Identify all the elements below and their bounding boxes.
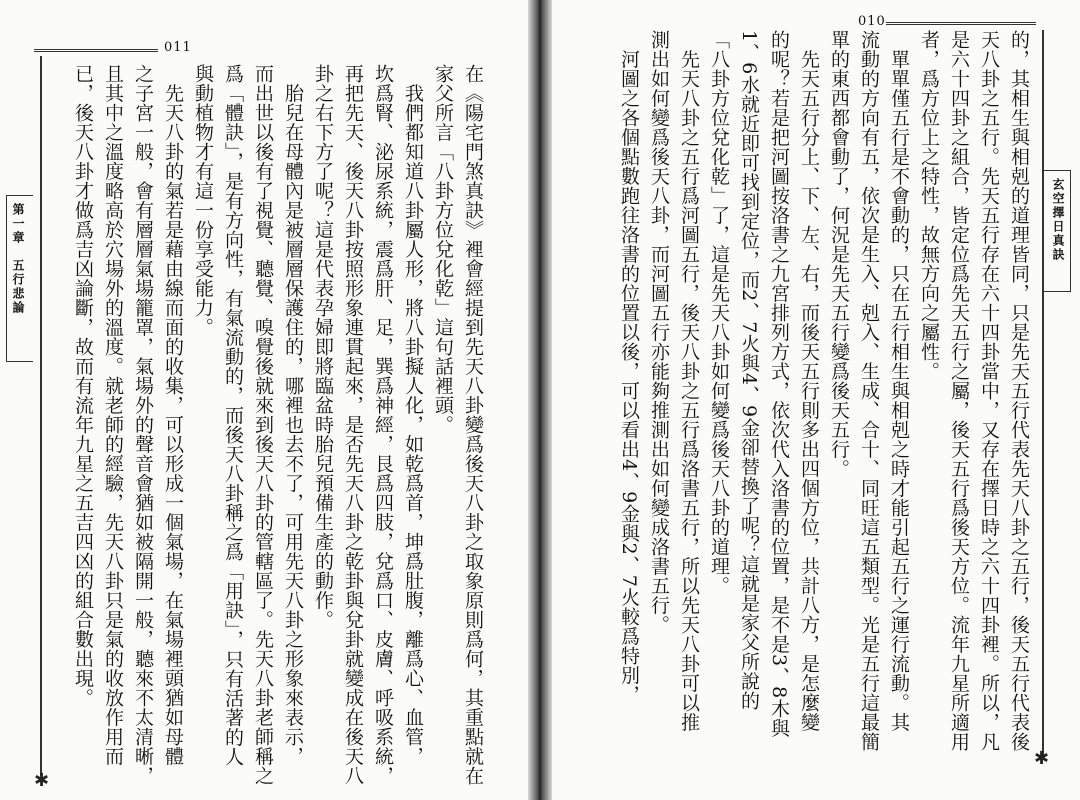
header-rule <box>886 22 1036 25</box>
text-column: 的呢？若是把河圖按洛書之九宮排列方式，依次代入洛書的位置，是不是3、8木與 <box>768 30 790 738</box>
text-column: 單單僅五行是不會動的，只在五行相生與相剋之時才能引起五行之運行流動。其 <box>888 30 910 732</box>
footer-star-icon: ✱ <box>1034 748 1050 769</box>
text-column: 單的東西都會動了，何況是先天五行變爲後天五行。 <box>828 30 850 479</box>
text-column: 河圖之各個點數跑往洛書的位置以後，可以看出4、9金與2、7火較爲特別， <box>618 30 640 705</box>
text-column: 家父所言「八卦方位兌化乾」這句話裡頭。 <box>432 64 454 435</box>
text-column: 胎兒在母體內是被層層保護住的，哪裡也去不了，可用先天八卦之形象來表示， <box>282 64 304 766</box>
text-column: 爲「體訣」，是有方向性，有氣流動的，而後天八卦稱之爲「用訣」，只有活著的人 <box>222 64 244 767</box>
book-gutter <box>528 0 552 800</box>
footer-star-icon: ✱ <box>34 770 50 791</box>
margin-rule <box>40 56 42 776</box>
chapter-tab: 第一章 五行悲論 <box>11 203 25 315</box>
header-rule <box>34 49 158 52</box>
text-column: 天八卦之五行。先天五行存在六十四卦當中，又存在擇日時之六十四卦裡。所以，凡 <box>978 30 1000 752</box>
text-column: 先天五行分上、下、左、右，而後天五行則多出四個方位，共計八方，是怎麼變 <box>798 30 820 732</box>
right-body-text <box>604 30 1034 770</box>
book-tab: 玄空擇日真訣 <box>1051 178 1065 262</box>
text-column: 與動植物才有這一份享受能力。 <box>192 64 214 337</box>
text-column: 測出如何變爲後天八卦，而河圖五行亦能夠推測出如何變成洛書五行。 <box>648 30 670 635</box>
text-column: 先天八卦的氣若是藉由線而面的收集，可以形成一個氣場，在氣場裡頭猶如母體 <box>162 64 184 766</box>
text-column: 「八卦方位兌化乾」了，這是先天八卦如何變爲後天八卦的道理。 <box>708 30 730 596</box>
text-column: 者，爲方位上之特性，故無方向之屬性。 <box>918 30 940 381</box>
text-column: 而出世以後有了視覺、聽覺、嗅覺後就來到後天八卦的管轄區了。先天八卦老師稱之 <box>252 64 274 786</box>
text-column: 之子宮一般，會有層層氣場籠罩，氣場外的聲音會猶如被隔開一般，聽來不太清晰， <box>132 64 154 786</box>
text-column: 1、6水就近即可找到定位，而2、7火與4、9金卻替換了呢？這就是家父所說的 <box>738 30 760 711</box>
right-page <box>552 0 1080 800</box>
text-column: 的，其相生與相剋的道理皆同，只是先天五行代表先天八卦之五行，後天五行代表後 <box>1008 30 1030 752</box>
left-body-text <box>48 64 488 786</box>
text-column: 我們都知道八卦屬人形，將八卦擬人化，如乾爲首，坤爲肚腹，離爲心、血管， <box>402 64 424 766</box>
text-column: 坎爲腎、泌尿系統，震爲肝、足，巽爲神經，艮爲四肢，兌爲口、皮膚、呼吸系統， <box>372 64 394 786</box>
left-page <box>0 0 528 800</box>
text-column: 卦之右下方了呢？這是代表孕婦即將臨盆時胎兒預備生產的動作。 <box>312 64 334 630</box>
text-column: 再把先天、後天八卦按照形象連貫起來，是否先天八卦之乾卦與兌卦就變成在後天八 <box>342 64 364 786</box>
page-number: 011 <box>164 40 192 55</box>
margin-rule <box>1042 30 1044 756</box>
text-column: 已，後天八卦才做爲吉凶論斷，故而有流年九星之五吉四凶的組合數出現。 <box>72 64 94 708</box>
text-column: 是六十四卦之組合，皆定位爲先天五行之屬，後天五行爲後天方位。流年九星所適用 <box>948 30 970 752</box>
text-column: 且其中之溫度略高於穴場外的溫度。就老師的經驗，先天八卦只是氣的收放作用而 <box>102 64 124 766</box>
text-column: 流動的方向有五，依次是生入、剋入、生成、合十、同旺這五類型。光是五行這最簡 <box>858 30 880 752</box>
page-number: 010 <box>858 14 886 29</box>
text-column: 在《陽宅門煞真訣》裡會經提到先天八卦變爲後天八卦之取象原則爲何，其重點就在 <box>462 64 484 786</box>
text-column: 先天八卦之五行爲河圖五行，後天八卦之五行爲洛書五行，所以先天八卦可以推 <box>678 30 700 732</box>
